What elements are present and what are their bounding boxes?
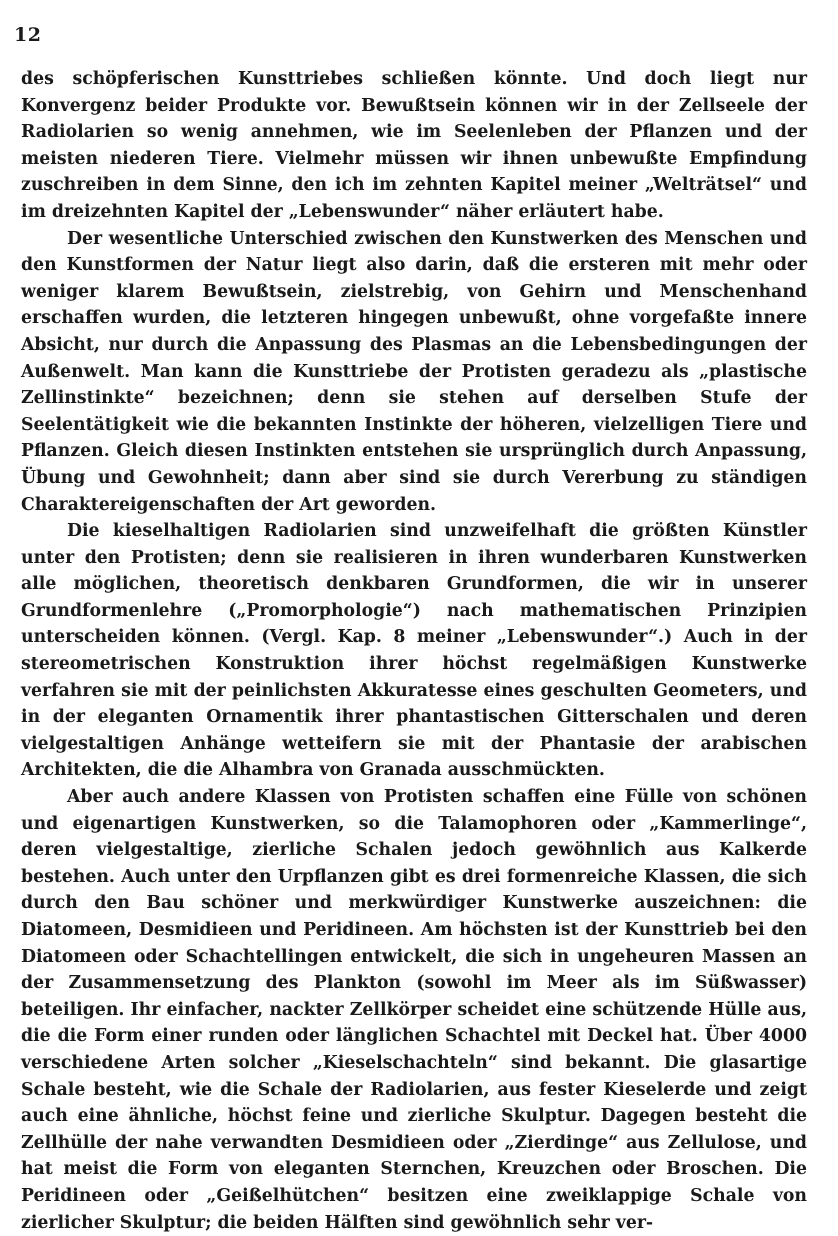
paragraph-3: Die kieselhaltigen Radiolarien sind unzweifelhaft die größten Künstler unter den Protisten; denn sie realisieren in ihren wunderbaren Kunstwerken alle möglichen, theoretisch denkbaren Grundformen, die wir in unserer Grundformenlehre („Promorphologie“) nach mathematischen Prinzipien unterscheiden können. (Vergl. Kap. 8 meiner „Lebenswunder“.) Auch in der stereometrischen Konstruktion ihrer höchst regelmäßigen Kunstwerke verfahren sie mit der peinlichsten Akkuratesse eines geschulten Geometers, und in der eleganten Ornamentik ihrer phantastischen Gitterschalen und deren vielgestaltigen Anhänge wetteifern sie mit der Phantasie der arabischen Architekten, die die Alhambra von Granada ausschmückten.: [21, 521, 807, 781]
paragraph-2: Der wesentliche Unterschied zwischen den Kunstwerken des Menschen und den Kunstformen der Natur liegt also darin, daß die ersteren mit mehr oder weniger klarem Bewußtsein, zielstrebig, von Gehirn und Menschenhand erschaffen wurden, die letzteren hingegen unbewußt, ohne vorgefaßte innere Absicht, nur durch die Anpassung des Plasmas an die Lebensbedingungen der Außenwelt. Man kann die Kunsttriebe der Protisten geradezu als „plastische Zellinstinkte“ bezeichnen; denn sie stehen auf derselben Stufe der Seelentätigkeit wie die bekannten Instinkte der höheren, vielzelligen Tiere und Pflanzen. Gleich diesen Instinkten entstehen sie ursprünglich durch Anpassung, Übung und Gewohnheit; dann aber sind sie durch Vererbung zu ständigen Charaktereigenschaften der Art geworden.: [21, 228, 807, 515]
body-text: [21, 66, 807, 1236]
page-number: 12: [14, 24, 42, 46]
paragraph-4: Aber auch andere Klassen von Protisten schaffen eine Fülle von schönen und eigenartigen Kunstwerken, so die Talamophoren oder „Kammerlinge“, deren vielgestaltige, zierliche Schalen jedoch gewöhnlich aus Kalkerde bestehen. Auch unter den Urpflanzen gibt es drei formenreiche Klassen, die sich durch den Bau schöner und merkwürdiger Kunstwerke auszeichnen: die Diatomeen, Desmidieen und Peridineen. Am höchsten ist der Kunsttrieb bei den Diatomeen oder Schachtellingen entwickelt, die sich in ungeheuren Massen an der Zusammensetzung des Plankton (sowohl im Meer als im Süßwasser) beteiligen. Ihr einfacher, nackter Zellkörper scheidet eine schützende Hülle aus, die die Form einer runden oder länglichen Schachtel mit Deckel hat. Über 4000 verschiedene Arten solcher „Kieselschachteln“ sind bekannt. Die glasartige Schale besteht, wie die Schale der Radiolarien, aus fester Kieselerde und zeigt auch eine ähnliche, höchst feine und zierliche Skulptur. Dagegen besteht die Zellhülle der nahe verwandten Desmidieen oder „Zierdinge“ aus Zellulose, und hat meist die Form von eleganten Sternchen, Kreuzchen oder Broschen. Die Peridineen oder „Geißelhütchen“ besitzen eine zweiklappige Schale von zierlicher Skulptur; die beiden Hälften sind gewöhnlich sehr ver-: [21, 787, 807, 1233]
paragraph-1: des schöpferischen Kunsttriebes schließen könnte. Und doch liegt nur Konvergenz beider Produkte vor. Bewußtsein können wir in der Zellseele der Radiolarien so wenig annehmen, wie im Seelenleben der Pflanzen und der meisten niederen Tiere. Vielmehr müssen wir ihnen unbewußte Empfindung zuschreiben in dem Sinne, den ich im zehnten Kapitel meiner „Welträtsel“ und im dreizehnten Kapitel der „Lebenswunder“ näher erläutert habe.: [21, 69, 807, 222]
